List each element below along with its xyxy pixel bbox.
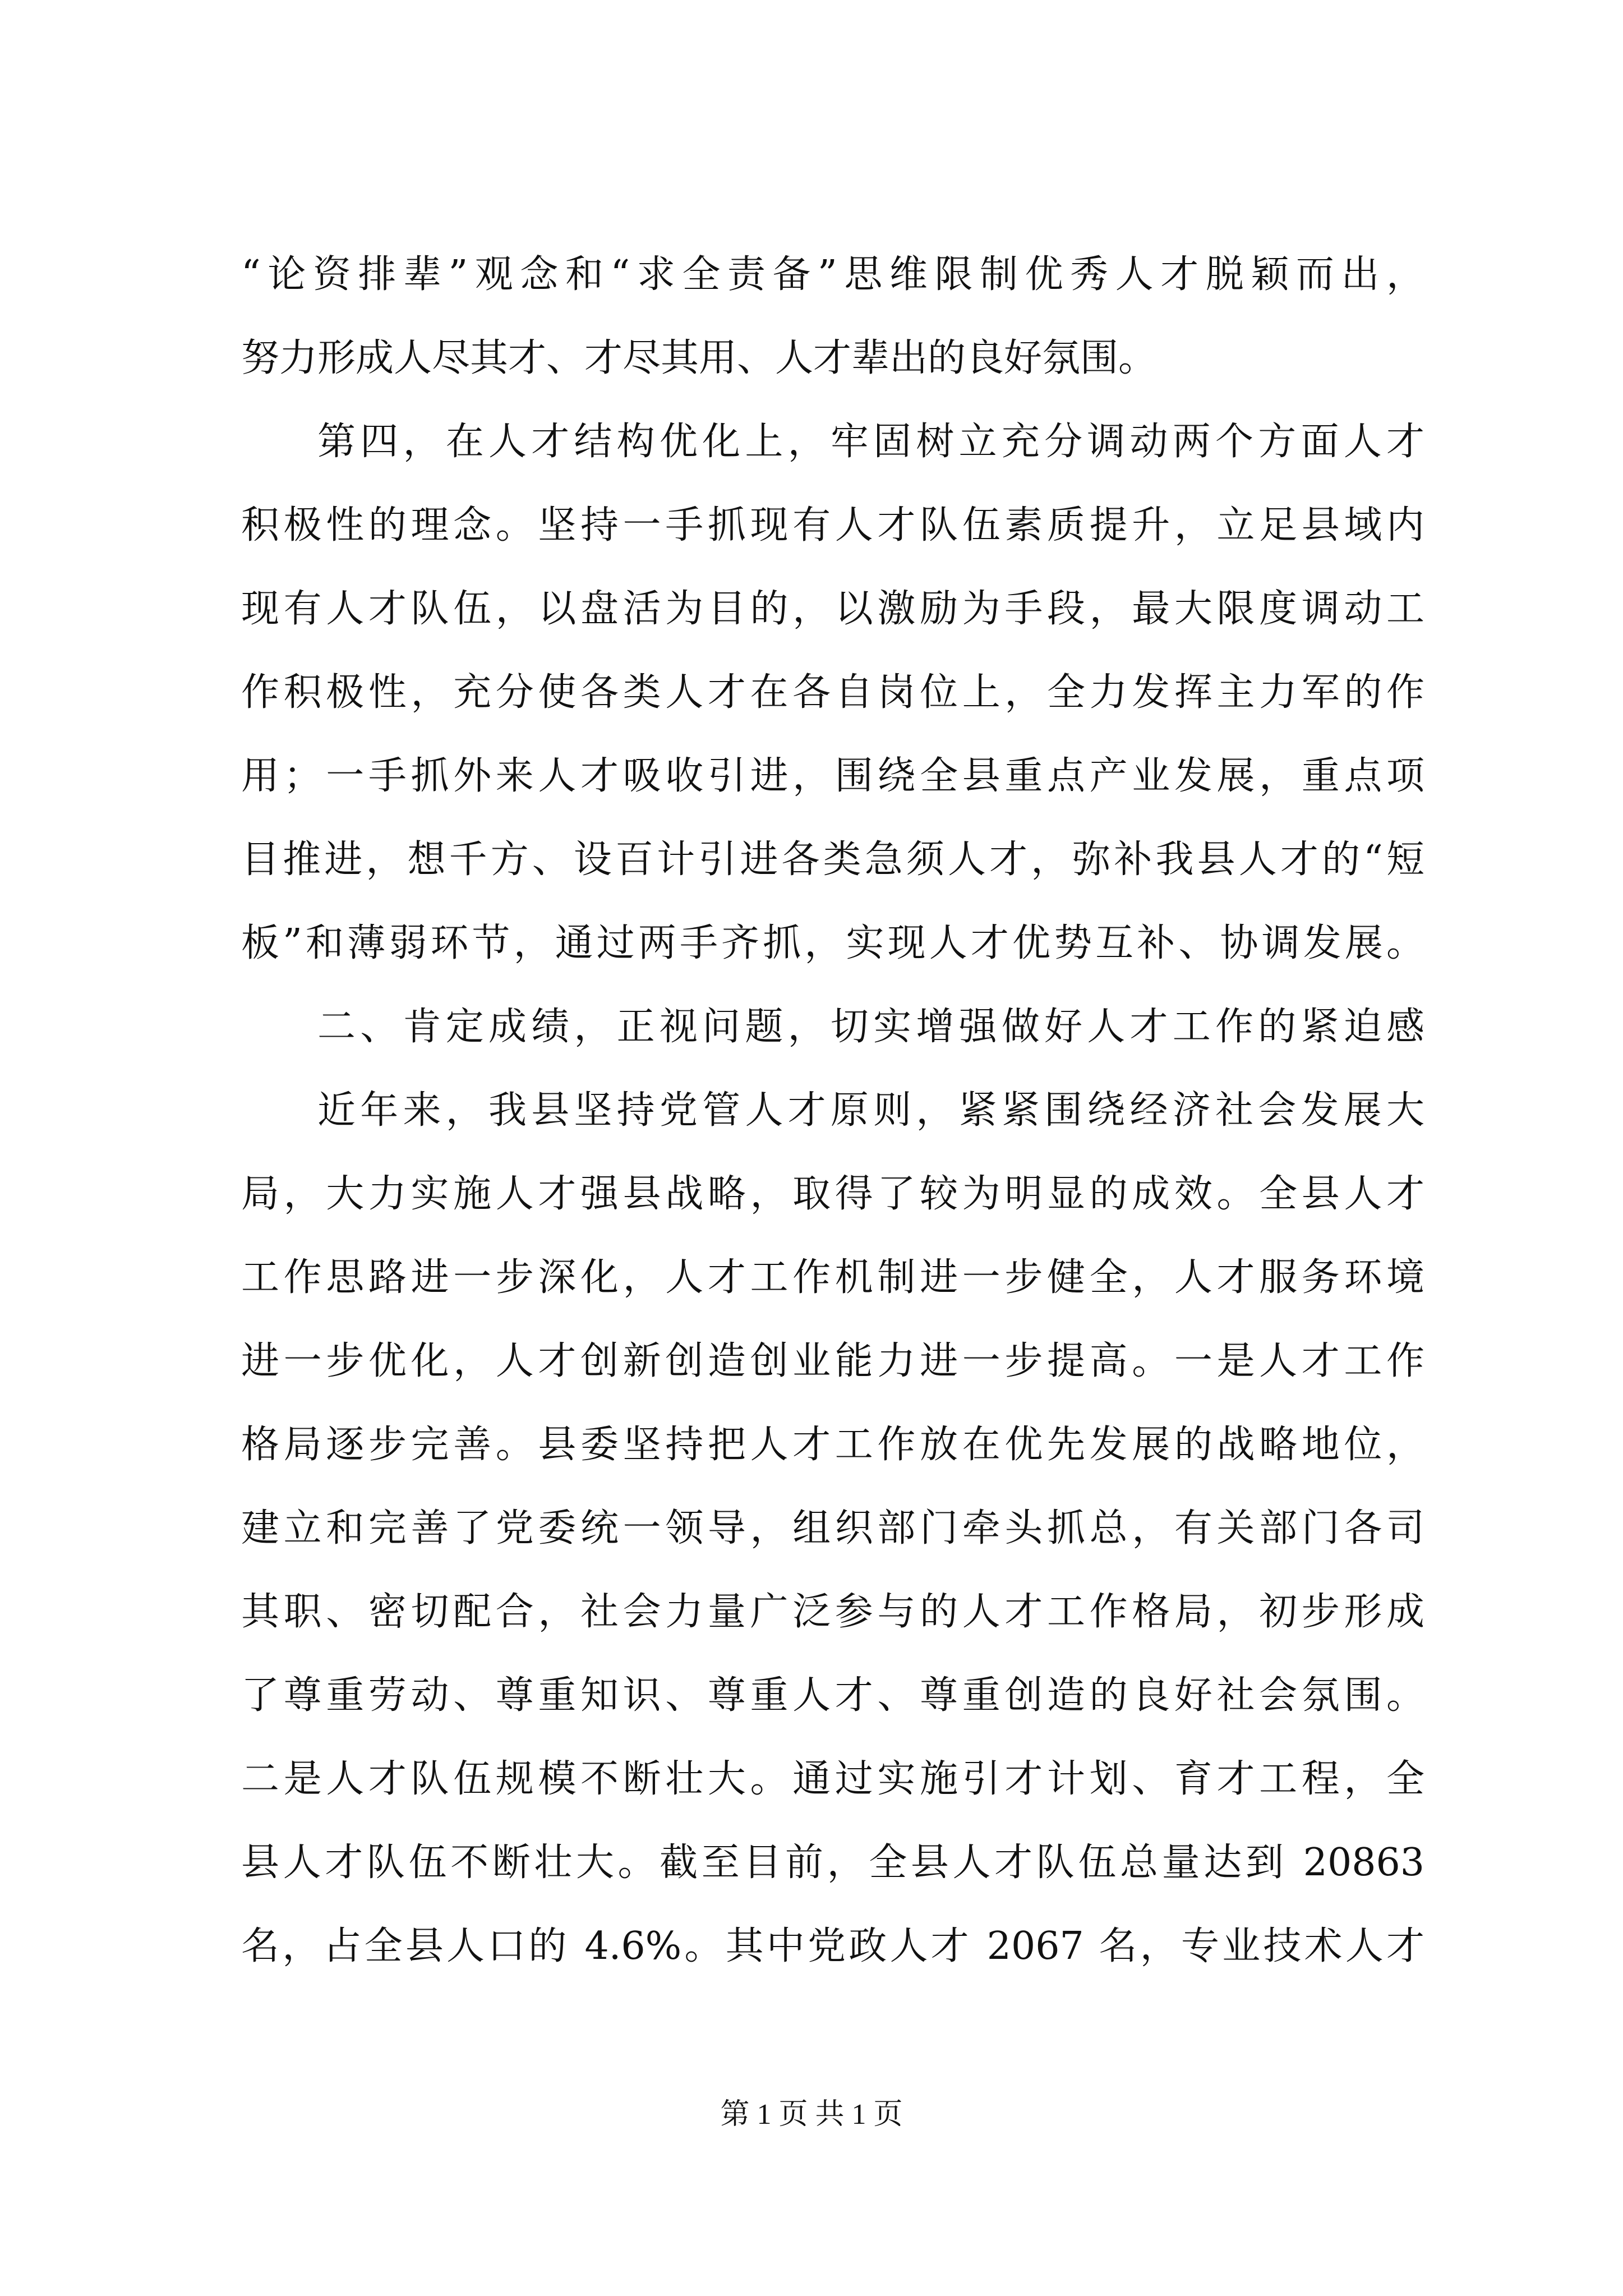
text-line: 格局逐步完善。县委坚持把人才工作放在优先发展的战略地位， [241, 1423, 1424, 1467]
text-line: 作积极性，充分使各类人才在各自岗位上，全力发挥主力军的作 [241, 670, 1424, 715]
text-line: 板”和薄弱环节，通过两手齐抓，实现人才优势互补、协调发展。 [241, 921, 1424, 965]
text-line: 用；一手抓外来人才吸收引进，围绕全县重点产业发展，重点项 [241, 754, 1424, 798]
text-line: 二、肯定成绩，正视问题，切实增强做好人才工作的紧迫感 [317, 1005, 1424, 1049]
page-footer: 第 1 页 共 1 页 [720, 2099, 903, 2131]
text-line: 努力形成人尽其才、才尽其用、人才辈出的良好氛围。 [241, 336, 1157, 380]
text-line: 局，大力实施人才强县战略，取得了较为明显的成效。全县人才 [241, 1172, 1424, 1216]
text-line: 二是人才队伍规模不断壮大。通过实施引才计划、育才工程，全 [241, 1757, 1424, 1801]
text-line: 其职、密切配合，社会力量广泛参与的人才工作格局，初步形成 [241, 1590, 1424, 1634]
text-line: 积极性的理念。坚持一手抓现有人才队伍素质提升，立足县域内 [241, 503, 1424, 547]
text-line: 建立和完善了党委统一领导，组织部门牵头抓总，有关部门各司 [241, 1506, 1424, 1550]
text-line: “论资排辈”观念和“求全责备”思维限制优秀人才脱颖而出， [241, 252, 1424, 297]
text-line: 名，占全县人口的 4.6%。其中党政人才 2067 名，专业技术人才 [241, 1924, 1424, 1968]
text-line: 工作思路进一步深化，人才工作机制进一步健全，人才服务环境 [241, 1255, 1424, 1300]
text-line: 第四，在人才结构优化上，牢固树立充分调动两个方面人才 [317, 420, 1424, 464]
text-line: 现有人才队伍，以盘活为目的，以激励为手段，最大限度调动工 [241, 587, 1424, 631]
document-body [241, 233, 1424, 1988]
text-line: 县人才队伍不断壮大。截至目前，全县人才队伍总量达到 20863 [241, 1841, 1424, 1885]
text-line: 了尊重劳动、尊重知识、尊重人才、尊重创造的良好社会氛围。 [241, 1673, 1424, 1718]
text-line: 近年来，我县坚持党管人才原则，紧紧围绕经济社会发展大 [317, 1088, 1424, 1133]
text-line: 进一步优化，人才创新创造创业能力进一步提高。一是人才工作 [241, 1339, 1424, 1383]
text-line: 目推进，想千方、设百计引进各类急须人才，弥补我县人才的“短 [241, 838, 1424, 882]
